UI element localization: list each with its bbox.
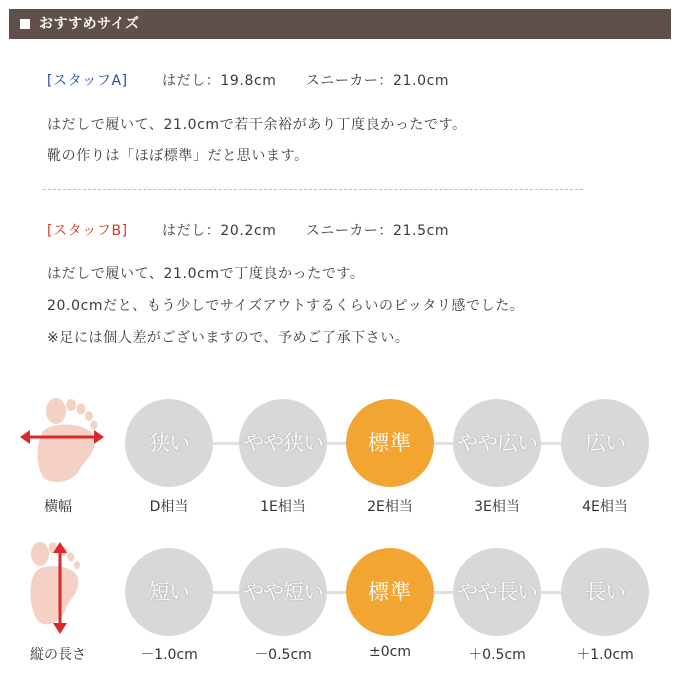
width-option-slightly-wide: やや広い [453,399,541,487]
section-title: おすすめサイズ [39,16,140,32]
staff-b-sizes: はだし：20.2cm スニーカー：21.5cm [162,223,450,239]
length-option-slightly-long: やや長い [453,548,541,636]
width-option-standard: 標準 [346,399,434,487]
staff-a-comment-1: はだしで履いて、21.0cmで若干余裕があり丁度良かったです。 [47,117,467,133]
staff-a-sizes: はだし：19.8cm スニーカー：21.0cm [162,73,450,89]
length-option-long: 長い [561,548,649,636]
length-option-slightly-short: やや短い [239,548,327,636]
length-option-label: －0.5cm [254,647,312,663]
staff-b-comment-3: ※足には個人差がございますので、予めご了承下さい。 [47,330,410,346]
width-option-label: 1E相当 [260,499,306,515]
staff-a-comment-2: 靴の作りは「ほぼ標準」だと思います。 [47,148,309,164]
width-option-label: 2E相当 [367,499,413,515]
width-option-narrow: 狭い [125,399,213,487]
square-bullet-icon [20,19,30,29]
staff-b-label: [スタッフB] [47,223,128,239]
length-option-label: ＋0.5cm [468,647,526,663]
width-option-label: 3E相当 [474,499,520,515]
staff-b-comment-2: 20.0cmだと、もう少しでサイズアウトするくらいのピッタリ感でした。 [47,298,525,314]
length-option-label: ±0cm [369,644,411,660]
foot-length-arrow-icon [26,540,96,640]
length-option-standard: 標準 [346,548,434,636]
dashed-divider [43,189,583,190]
length-option-label: －1.0cm [140,647,198,663]
width-option-label: 4E相当 [582,499,628,515]
width-option-label: D相当 [149,499,189,515]
width-option-slightly-narrow: やや狭い [239,399,327,487]
length-option-short: 短い [125,548,213,636]
section-header [9,9,671,39]
length-option-label: ＋1.0cm [576,647,634,663]
staff-a-label: [スタッフA] [47,73,128,89]
width-option-wide: 広い [561,399,649,487]
length-row-label: 縦の長さ [30,647,86,663]
staff-b-comment-1: はだしで履いて、21.0cmで丁度良かったです。 [47,266,365,282]
width-row-label: 横幅 [44,499,72,515]
foot-width-arrow-icon [18,395,108,490]
